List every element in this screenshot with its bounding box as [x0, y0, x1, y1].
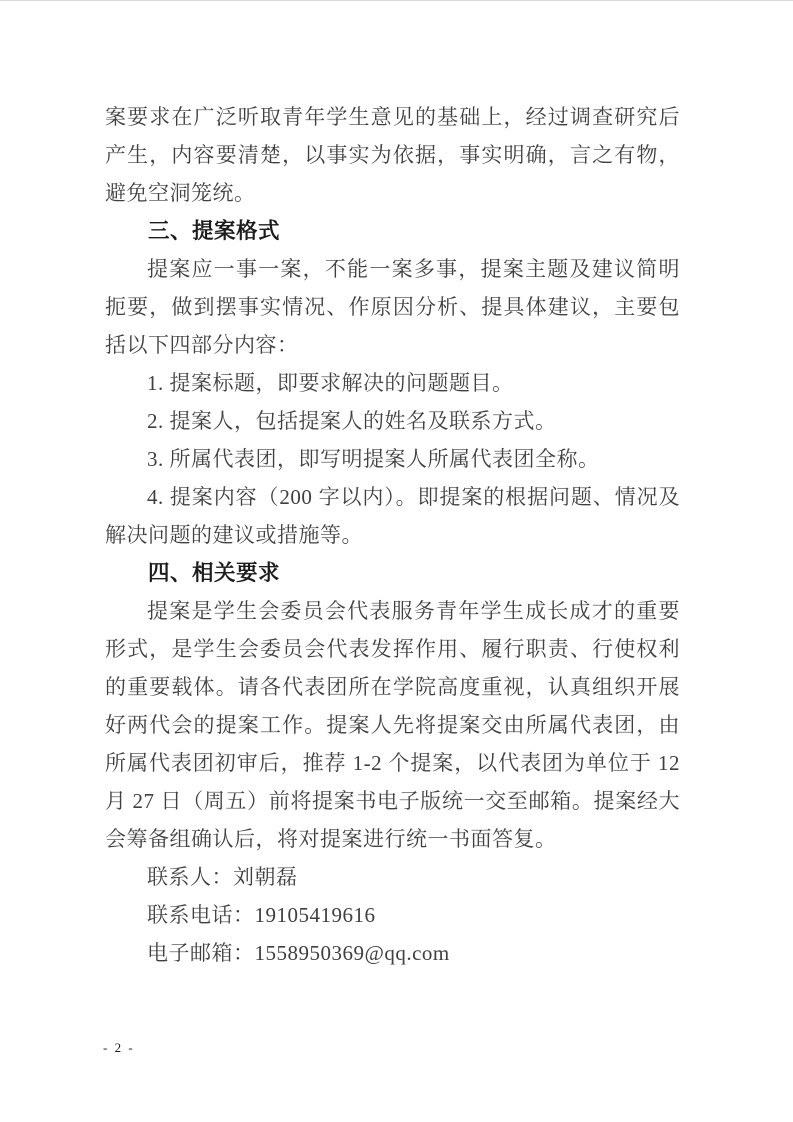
section-heading-related-requirements: 四、相关要求 — [148, 561, 281, 585]
list-item-3-delegation: 3. 所属代表团，即写明提案人所属代表团全称。 — [147, 447, 600, 471]
list-item-1-title: 1. 提案标题，即要求解决的问题题目。 — [147, 371, 514, 395]
section-heading-proposal-format: 三、提案格式 — [148, 219, 281, 243]
contact-email-line: 电子邮箱：1558950369@qq.com — [147, 941, 450, 965]
page-edge-line — [0, 0, 793, 1]
paragraph-related-requirements: 提案是学生会委员会代表服务青年学生成长成才的重要形式，是学生会委员会代表发挥作用、履行职责、行使权利的重要载体。请各代表团所在学院高度重视，认真组织开展好两代会的提案工作。提案人先将提案交由所属代表团，由所属代表团初审后，推荐 1-2 个提案，以代表团为单位于 12 月 27 日（周五）前将提案书电子版统一交至邮箱。提案经大会筹备组确认后，将对提案进行统一书面答复。 — [105, 599, 680, 851]
continued-paragraph: 案要求在广泛听取青年学生意见的基础上，经过调查研究后产生，内容要清楚，以事实为依据，事实明确，言之有物，避免空洞笼统。 — [105, 105, 680, 205]
page-number: - 2 - — [103, 1040, 135, 1055]
contact-phone-line: 联系电话：19105419616 — [147, 903, 376, 927]
contact-person-line: 联系人：刘朝磊 — [147, 865, 298, 889]
paragraph-proposal-format: 提案应一事一案，不能一案多事，提案主题及建议简明扼要，做到摆事实情况、作原因分析、提具体建议，主要包括以下四部分内容： — [105, 257, 680, 357]
list-item-4-content: 4. 提案内容（200 字以内）。即提案的根据问题、情况及解决问题的建议或措施等。 — [105, 485, 680, 547]
list-item-2-proposer: 2. 提案人，包括提案人的姓名及联系方式。 — [147, 409, 557, 433]
document-body — [105, 98, 680, 972]
